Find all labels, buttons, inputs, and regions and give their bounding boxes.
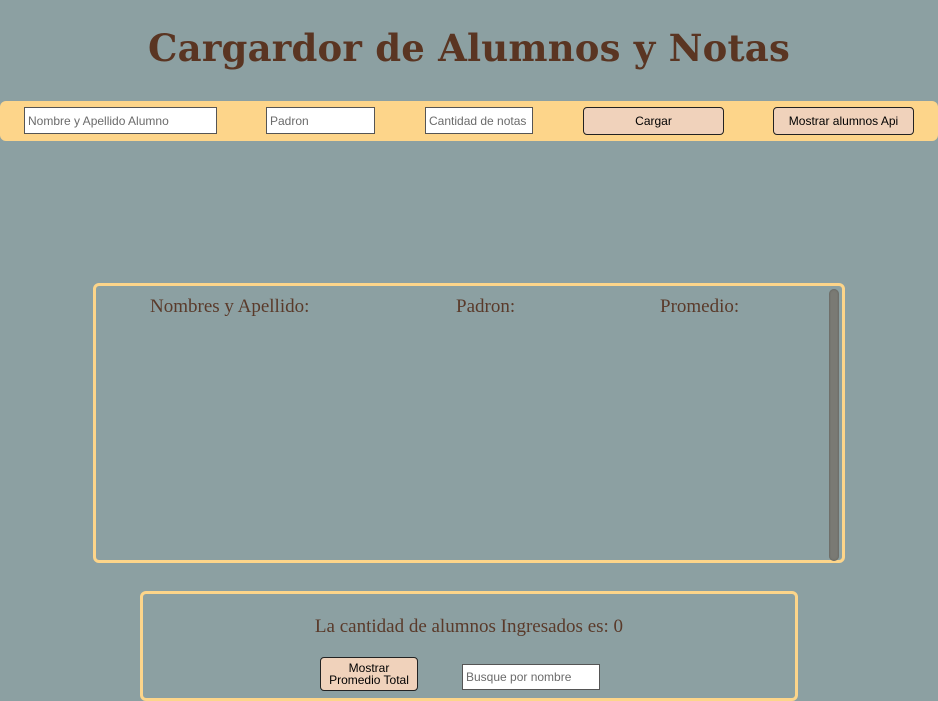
notas-count-input[interactable]	[425, 107, 533, 134]
students-table-panel	[93, 283, 845, 563]
search-by-name-input[interactable]	[462, 664, 600, 690]
name-input[interactable]	[24, 107, 217, 134]
summary-panel	[140, 591, 798, 701]
padron-input[interactable]	[266, 107, 375, 134]
show-average-button[interactable]: Mostrar Promedio Total	[320, 657, 418, 691]
student-count-text: La cantidad de alumnos Ingresados es: 0	[314, 616, 624, 637]
student-form-bar	[0, 101, 938, 141]
column-header-padron: Padron:	[456, 296, 516, 317]
column-header-average: Promedio:	[660, 296, 740, 317]
show-api-students-button[interactable]: Mostrar alumnos Api	[773, 107, 914, 135]
column-header-name: Nombres y Apellido:	[150, 296, 310, 317]
page-title: Cargardor de Alumnos y Notas	[148, 26, 790, 70]
load-button[interactable]: Cargar	[583, 107, 724, 135]
table-scrollbar[interactable]	[829, 289, 839, 561]
